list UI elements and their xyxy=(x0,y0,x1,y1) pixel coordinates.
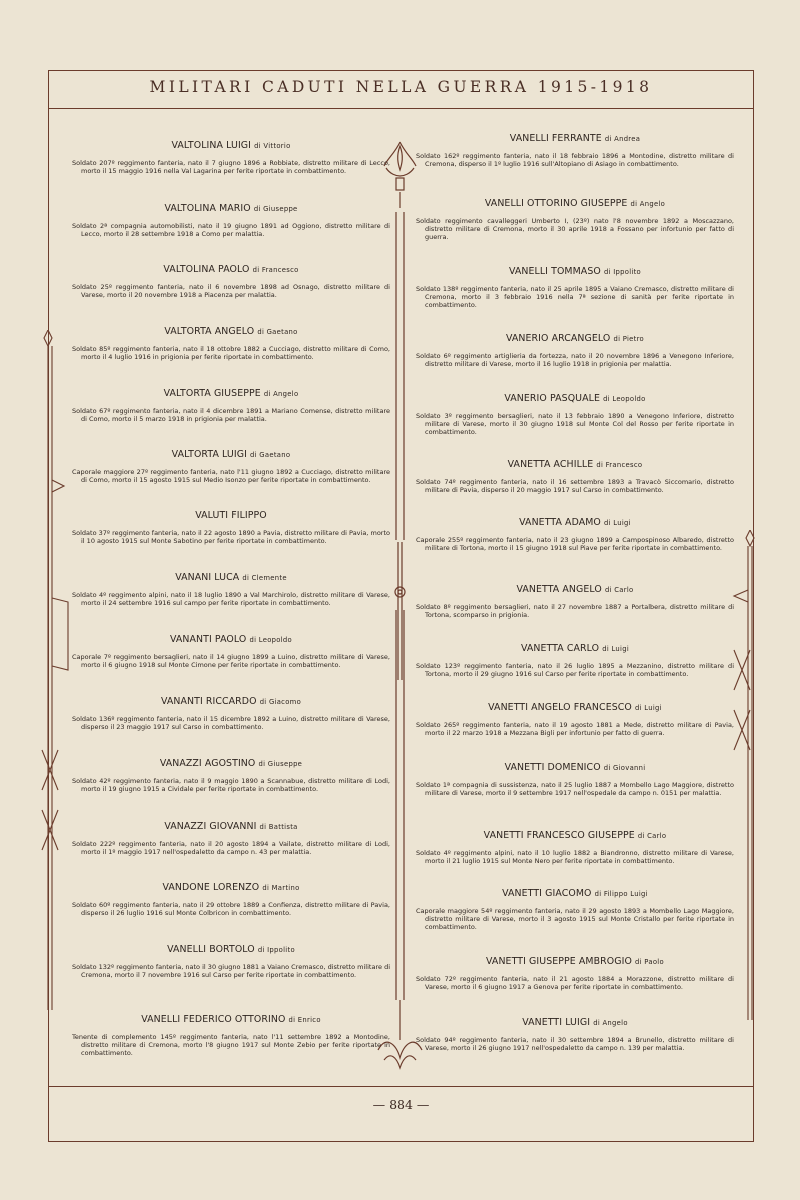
soldier-name xyxy=(416,762,734,773)
surname: VANAZZI GIOVANNI xyxy=(164,821,257,832)
entry-left-7 xyxy=(72,510,390,545)
entry-right-5 xyxy=(416,393,734,437)
soldier-record: Soldato 67º reggimento fanteria, nato il 4 dicembre 1891 a Mariano Comense, distretto militare di Como, morto il 5 marzo 1918 in prigionia per malattia. xyxy=(72,407,390,424)
soldier-name xyxy=(416,517,734,528)
entry-right-2 xyxy=(416,198,734,242)
entry-left-3 xyxy=(72,264,390,299)
soldier-record: Caporale 7º reggimento bersaglieri, nato il 14 giugno 1899 a Luino, distretto militare di Varese, morto il 6 giugno 1918 sul Monte Cimone per ferite riportate in combattimento. xyxy=(72,653,390,670)
soldier-name xyxy=(416,198,734,209)
soldier-name xyxy=(416,956,734,967)
entry-right-8 xyxy=(416,584,734,619)
soldier-record: Soldato reggimento cavalleggeri Umberto I, (23º) nato l'8 novembre 1892 a Moscazzano, distretto militare di Cremona, morto il 30 aprile 1918 a Fossano per infortunio per fatto di guerra. xyxy=(416,217,734,242)
patronymic: di Giovanni xyxy=(603,764,646,772)
soldier-record: Caporale 255º reggimento fanteria, nato il 23 giugno 1899 a Campospinoso Albaredo, distretto militare di Tortona, morto il 15 giugno 1918 sul Piave per ferite riportate in combattimento. xyxy=(416,536,734,553)
soldier-record: Soldato 1ª compagnia di sussistenza, nato il 25 luglio 1887 a Mombello Lago Maggiore, distretto militare di Varese, morto il 9 settembre 1917 nell'ospedale da campo n. 0151 per malattia. xyxy=(416,781,734,798)
soldier-name xyxy=(416,584,734,595)
soldier-name xyxy=(72,572,390,583)
soldier-record: Soldato 94º reggimento fanteria, nato il 30 settembre 1894 a Brunello, distretto militare di Varese, morto il 26 giugno 1917 nell'ospedaletto da campo n. 139 per malattia. xyxy=(416,1036,734,1053)
surname: VANANTI PAOLO xyxy=(170,634,247,645)
surname: VALTORTA ANGELO xyxy=(164,326,255,337)
patronymic: di Leopoldo xyxy=(603,395,646,403)
entry-left-6 xyxy=(72,449,390,484)
surname: VANELLI FEDERICO OTTORINO xyxy=(141,1014,286,1025)
patronymic: di Carlo xyxy=(637,832,667,840)
entry-right-11 xyxy=(416,762,734,797)
entry-left-5 xyxy=(72,388,390,423)
soldier-name xyxy=(416,830,734,841)
soldier-record: Tenente di complemento 145º reggimento fanteria, nato l'11 settembre 1892 a Montodine, distretto militare di Cremona, morto l'8 giugno 1917 sul Monte Zebio per ferite riportate in combattimento. xyxy=(72,1033,390,1058)
patronymic: di Angelo xyxy=(263,390,299,398)
entry-left-13 xyxy=(72,882,390,917)
soldier-name xyxy=(72,944,390,955)
patronymic: di Pietro xyxy=(613,335,645,343)
soldier-record: Soldato 8º reggimento bersaglieri, nato il 27 novembre 1887 a Portalbera, distretto militare di Tortona, scomparso in prigionia. xyxy=(416,603,734,620)
surname: VANELLI FERRANTE xyxy=(509,133,602,144)
patronymic: di Paolo xyxy=(635,958,664,966)
soldier-name xyxy=(416,1017,734,1028)
footer-rule xyxy=(48,1086,754,1087)
soldier-record: Soldato 265º reggimento fanteria, nato il 19 agosto 1881 a Mede, distretto militare di Pavia, morto il 22 marzo 1918 a Mezzana Bigli per infortunio per fatto di guerra. xyxy=(416,721,734,738)
soldier-record: Soldato 207º reggimento fanteria, nato il 7 giugno 1896 a Robbiate, distretto militare di Lecco, morto il 15 maggio 1916 nella Val Lagarina per ferite riportate in combattimento. xyxy=(72,159,390,176)
entry-left-10 xyxy=(72,696,390,731)
entry-left-2 xyxy=(72,203,390,238)
soldier-name xyxy=(416,643,734,654)
surname: VANANI LUCA xyxy=(175,572,240,583)
entry-right-6 xyxy=(416,459,734,494)
patronymic: di Francesco xyxy=(596,461,643,469)
entry-left-4 xyxy=(72,326,390,361)
patronymic: di Filippo Luigi xyxy=(594,890,648,898)
surname: VANETTI LUIGI xyxy=(522,1017,591,1028)
surname: VALTOLINA LUIGI xyxy=(171,140,252,151)
patronymic: di Gaetano xyxy=(250,451,291,459)
patronymic: di Leopoldo xyxy=(249,636,292,644)
patronymic: di Luigi xyxy=(602,645,630,653)
surname: VALTOLINA MARIO xyxy=(164,203,251,214)
surname: VANAZZI AGOSTINO xyxy=(159,758,256,769)
soldier-record: Soldato 85º reggimento fanteria, nato il 18 ottobre 1882 a Cucciago, distretto militare di Como, morto il 4 luglio 1916 in prigionia per ferite riportate in combattimento. xyxy=(72,345,390,362)
entry-left-8 xyxy=(72,572,390,607)
soldier-record: Caporale maggiore 27º reggimento fanteria, nato l'11 giugno 1892 a Cucciago, distretto militare di Como, morto il 15 agosto 1915 sul Medio Isonzo per ferite riportate in combattimento. xyxy=(72,468,390,485)
surname: VANETTI GIACOMO xyxy=(502,888,592,899)
entry-left-9 xyxy=(72,634,390,669)
entry-right-12 xyxy=(416,830,734,865)
surname: VANETTA ACHILLE xyxy=(507,459,594,470)
patronymic: di Ippolito xyxy=(603,268,642,276)
soldier-name xyxy=(416,393,734,404)
soldier-record: Soldato 136º reggimento fanteria, nato il 15 dicembre 1892 a Luino, distretto militare di Varese, disperso il 23 maggio 1917 sul Carso in combattimento. xyxy=(72,715,390,732)
soldier-record: Soldato 222º reggimento fanteria, nato il 20 agosto 1894 a Vailate, distretto militare di Lodi, morto il 1º maggio 1917 nell'ospedaletto da campo n. 43 per malattia. xyxy=(72,840,390,857)
soldier-name xyxy=(416,888,734,899)
surname: VANETTI DOMENICO xyxy=(504,762,601,773)
patronymic: di Luigi xyxy=(604,519,631,527)
soldier-name xyxy=(72,821,390,832)
surname: VANETTA ANGELO xyxy=(516,584,602,595)
patronymic: di Giacomo xyxy=(259,698,302,706)
soldier-record: Soldato 25º reggimento fanteria, nato il 6 novembre 1898 ad Osnago, distretto militare di Varese, morto il 20 novembre 1918 a Piacenza per malattia. xyxy=(72,283,390,300)
patronymic: di Angelo xyxy=(593,1019,628,1027)
soldier-record: Soldato 74º reggimento fanteria, nato il 16 settembre 1893 a Travacò Siccomario, distretto militare di Pavia, disperso il 20 maggio 1917 sul Carso in combattimento. xyxy=(416,478,734,495)
soldier-name xyxy=(416,459,734,470)
entry-right-4 xyxy=(416,333,734,368)
patronymic: di Gaetano xyxy=(257,328,298,336)
soldier-name xyxy=(72,1014,390,1025)
patronymic: di Andrea xyxy=(604,135,641,143)
page-number: — 884 — xyxy=(372,1097,430,1112)
surname: VANETTA CARLO xyxy=(520,643,600,654)
entry-right-15 xyxy=(416,1017,734,1052)
soldier-record: Soldato 72º reggimento fanteria, nato il 21 agosto 1884 a Morazzone, distretto militare di Varese, morto il 6 giugno 1917 a Genova per ferite riportate in combattimento. xyxy=(416,975,734,992)
soldier-record: Soldato 4º reggimento alpini, nato il 18 luglio 1890 a Val Marchirolo, distretto militare di Varese, morto il 24 settembre 1916 sul campo per ferite riportate in combattimento. xyxy=(72,591,390,608)
soldier-name xyxy=(72,388,390,399)
patronymic: di Enrico xyxy=(288,1016,321,1024)
entry-right-1 xyxy=(416,133,734,168)
header-rule xyxy=(48,108,754,109)
soldier-record: Soldato 3º reggimento bersaglieri, nato il 13 febbraio 1890 a Venegono Inferiore, distretto militare di Varese, morto il 30 giugno 1918 sul Monte Col del Rosso per ferite riportate in combattimento. xyxy=(416,412,734,437)
surname: VANELLI BORTOLO xyxy=(167,944,255,955)
patronymic: di Luigi xyxy=(635,704,662,712)
soldier-name xyxy=(72,140,390,151)
soldier-name xyxy=(416,333,734,344)
surname: VALTOLINA PAOLO xyxy=(163,264,250,275)
soldier-record: Soldato 4º reggimento alpini, nato il 10 luglio 1882 a Biandronno, distretto militare di Varese, morto il 21 luglio 1915 sul Monte Nero per ferite riportate in combattimento. xyxy=(416,849,734,866)
patronymic: di Francesco xyxy=(252,266,299,274)
soldier-name xyxy=(416,266,734,277)
entry-left-11 xyxy=(72,758,390,793)
surname: VANETTI GIUSEPPE AMBROGIO xyxy=(486,956,632,967)
soldier-name xyxy=(72,449,390,460)
soldier-record: Soldato 37º reggimento fanteria, nato il 22 agosto 1890 a Pavia, distretto militare di Pavia, morto il 10 agosto 1915 sul Monte Sabotino per ferite riportate in combattimento. xyxy=(72,529,390,546)
soldier-name xyxy=(72,264,390,275)
surname: VANDONE LORENZO xyxy=(162,882,260,893)
soldier-record: Soldato 123º reggimento fanteria, nato il 26 luglio 1895 a Mezzanino, distretto militare di Tortona, morto il 29 giugno 1916 sul Carso per ferite riportate in combattimento. xyxy=(416,662,734,679)
soldier-record: Soldato 42º reggimento fanteria, nato il 9 maggio 1890 a Scannabue, distretto militare di Lodi, morto il 19 giugno 1915 a Cividale per ferite riportate in combattimento. xyxy=(72,777,390,794)
entry-right-14 xyxy=(416,956,734,991)
patronymic: di Angelo xyxy=(630,200,666,208)
soldier-name xyxy=(72,758,390,769)
patronymic: di Martino xyxy=(262,884,300,892)
surname: VANELLI TOMMASO xyxy=(508,266,601,277)
soldier-record: Soldato 2ª compagnia automobilisti, nato il 19 giugno 1891 ad Oggiono, distretto militare di Lecco, morto il 28 settembre 1918 a Como per malattia. xyxy=(72,222,390,239)
surname: VALUTI FILIPPO xyxy=(195,510,267,521)
entry-right-10 xyxy=(416,702,734,737)
soldier-name xyxy=(72,882,390,893)
soldier-name xyxy=(72,634,390,645)
soldier-record: Soldato 60º reggimento fanteria, nato il 29 ottobre 1889 a Confienza, distretto militare di Pavia, disperso il 26 luglio 1916 sul Monte Colbricon in combattimento. xyxy=(72,901,390,918)
soldier-record: Caporale maggiore 54º reggimento fanteria, nato il 29 agosto 1893 a Mombello Lago Maggiore, distretto militare di Varese, morto il 3 agosto 1915 sul Monte Cristallo per ferite riportate in combattimento. xyxy=(416,907,734,932)
patronymic: di Giuseppe xyxy=(253,205,298,213)
entry-left-14 xyxy=(72,944,390,979)
soldier-record: Soldato 132º reggimento fanteria, nato il 30 giugno 1881 a Vaiano Cremasco, distretto militare di Cremona, morto il 7 novembre 1916 sul Carso per ferite riportate in combattimento. xyxy=(72,963,390,980)
entry-left-15 xyxy=(72,1014,390,1058)
soldier-name xyxy=(72,510,390,521)
soldier-record: Soldato 138º reggimento fanteria, nato il 25 aprile 1895 a Vaiano Cremasco, distretto militare di Cremona, morto il 3 febbraio 1916 nella 7ª sezione di sanità per ferite riportate in combattimento. xyxy=(416,285,734,310)
soldier-name xyxy=(72,326,390,337)
patronymic: di Clemente xyxy=(242,574,287,582)
entry-left-12 xyxy=(72,821,390,856)
patronymic: di Giuseppe xyxy=(258,760,303,768)
surname: VANERIO PASQUALE xyxy=(504,393,600,404)
patronymic: di Ippolito xyxy=(257,946,295,954)
surname: VANETTA ADAMO xyxy=(519,517,601,528)
surname: VALTORTA LUIGI xyxy=(171,449,247,460)
patronymic: di Vittorio xyxy=(254,142,291,150)
surname: VALTORTA GIUSEPPE xyxy=(163,388,261,399)
page-title: MILITARI CADUTI NELLA GUERRA 1915-1918 xyxy=(149,78,653,96)
surname: VANERIO ARCANGELO xyxy=(505,333,611,344)
soldier-name xyxy=(72,696,390,707)
surname: VANETTI ANGELO FRANCESCO xyxy=(488,702,632,713)
entry-right-3 xyxy=(416,266,734,310)
entry-right-13 xyxy=(416,888,734,932)
patronymic: di Carlo xyxy=(604,586,634,594)
soldier-record: Soldato 6º reggimento artiglieria da fortezza, nato il 20 novembre 1896 a Venegono Inferiore, distretto militare di Varese, morto il 16 luglio 1918 in prigionia per malattia. xyxy=(416,352,734,369)
soldier-name xyxy=(416,702,734,713)
entry-right-9 xyxy=(416,643,734,678)
surname: VANETTI FRANCESCO GIUSEPPE xyxy=(483,830,635,841)
surname: VANANTI RICCARDO xyxy=(160,696,257,707)
entry-left-1 xyxy=(72,140,390,175)
surname: VANELLI OTTORINO GIUSEPPE xyxy=(484,198,628,209)
soldier-name xyxy=(416,133,734,144)
patronymic: di Battista xyxy=(259,823,298,831)
entry-right-7 xyxy=(416,517,734,552)
soldier-record: Soldato 162º reggimento fanteria, nato il 18 febbraio 1896 a Montodine, distretto militare di Cremona, disperso il 1º luglio 1916 sull'Altopiano di Asiago in combattimento. xyxy=(416,152,734,169)
soldier-name xyxy=(72,203,390,214)
